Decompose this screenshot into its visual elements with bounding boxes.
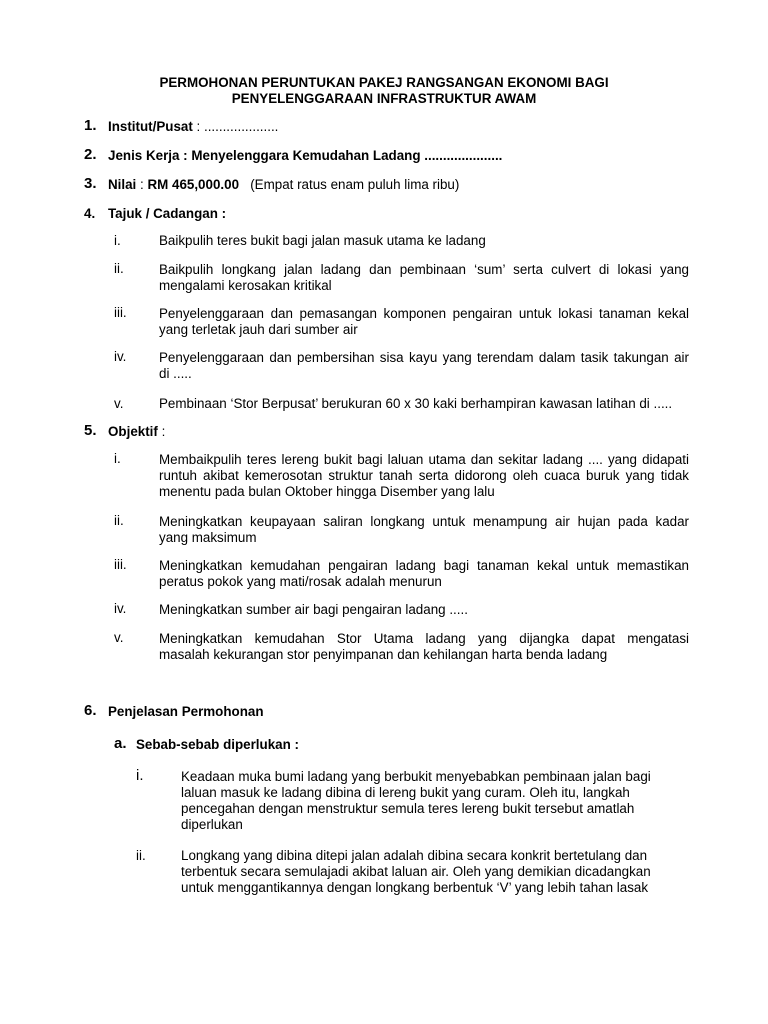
s4-item-5-roman: v. (114, 396, 124, 411)
s5-item-3-text: Meningkatkan kemudahan pengairan ladang bagi tanaman kekal untuk memastikan peratus pokok yang mati/rosak adalah menurun (159, 558, 689, 589)
s4-item-1-text: Baikpulih teres bukit bagi jalan masuk utama ke ladang (159, 233, 486, 248)
s5-item-4-roman: iv. (114, 601, 127, 616)
s4-item-4-text: Penyelenggaraan dan pembersihan sisa kayu yang terendam dalam tasik takungan air di ..... (159, 350, 689, 381)
s6-item-1-text: Keadaan muka bumi ladang yang berbukit menyebabkan pembinaan jalan bagi laluan masuk ke ladang dibina di lereng bukit yang curam. Oleh itu, langkah pencegahan dengan menstruktur semula teres lereng bukit tersebut amatlah diperlukan (181, 769, 651, 832)
document-title-line-2: PENYELENGGARAAN INFRASTRUKTUR AWAM (231, 91, 537, 106)
section-3-number: 3. (84, 175, 97, 192)
section-3-words: (Empat ratus enam puluh lima ribu) (250, 177, 460, 192)
section-3-amount: RM 465,000.00 (147, 177, 240, 192)
section-1-label: Institut/Pusat (108, 119, 193, 134)
section-3-label: Nilai (108, 177, 137, 192)
section-6-label: Penjelasan Permohonan (108, 704, 264, 719)
section-4-label: Tajuk / Cadangan : (108, 206, 227, 221)
section-4-number: 4. (84, 206, 96, 221)
s4-item-4-roman: iv. (114, 349, 127, 364)
section-1-number: 1. (84, 117, 97, 134)
s4-item-2-text: Baikpulih longkang jalan ladang dan pembinaan ‘sum’ serta culvert di lokasi yang mengalami kerosakan kritikal (159, 262, 689, 293)
s6-sub-a-letter: a. (114, 735, 127, 752)
s5-item-5-roman: v. (114, 630, 124, 645)
s5-item-2-roman: ii. (114, 513, 124, 528)
section-6-number: 6. (84, 702, 97, 719)
s6-item-2-text: Longkang yang dibina ditepi jalan adalah dibina secara konkrit bertetulang dan terbentuk secara semulajadi akibat laluan air. Oleh yang demikian dicadangkan untuk menggantikannya dengan longkang berbentuk ‘V’ yang lebih tahan lasak (181, 848, 651, 895)
section-1-value: .................... (203, 119, 279, 134)
section-1-institut: Institut/Pusat : .................... (108, 119, 279, 134)
s5-item-1-text: Membaikpulih teres lereng bukit bagi laluan utama dan sekitar ladang .... yang didapati runtuh akibat kemerosotan struktur tanah serta didorong oleh cuaca buruk yang tidak menentu pada bulan Oktober hingga Disember yang lalu (159, 452, 689, 499)
section-5-number: 5. (84, 422, 97, 439)
section-5-heading: Objektif : (108, 424, 166, 439)
section-5-label: Objektif (108, 424, 158, 439)
s5-item-1-roman: i. (114, 451, 121, 466)
s5-item-3-roman: iii. (114, 557, 127, 572)
s4-item-2-roman: ii. (114, 261, 124, 276)
s5-item-2-text: Meningkatkan keupayaan saliran longkang untuk menampung air hujan pada kadar yang maksimum (159, 514, 689, 545)
s5-item-5-text: Meningkatkan kemudahan Stor Utama ladang yang dijangka dapat mengatasi masalah kekurangan stor penyimpanan dan kehilangan harta benda ladang (159, 631, 689, 662)
s6-item-1-roman: i. (136, 767, 144, 784)
document-title-line-1: PERMOHONAN PERUNTUKAN PAKEJ RANGSANGAN EKONOMI BAGI (159, 75, 609, 90)
section-2-number: 2. (84, 146, 97, 163)
s4-item-3-roman: iii. (114, 305, 127, 320)
s4-item-1-roman: i. (114, 233, 121, 248)
s4-item-3-text: Penyelenggaraan dan pemasangan komponen pengairan untuk lokasi tanaman kekal yang terletak jauh dari sumber air (159, 306, 689, 337)
s6-item-2-roman: ii. (136, 848, 146, 863)
section-2-jenis-kerja: Jenis Kerja : Menyelenggara Kemudahan Ladang ..................... (108, 148, 503, 163)
section-3-nilai: Nilai : RM 465,000.00 (Empat ratus enam puluh lima ribu) (108, 177, 460, 192)
s4-item-5-text: Pembinaan ‘Stor Berpusat’ berukuran 60 x 30 kaki berhampiran kawasan latihan di ..... (159, 396, 673, 411)
s6-sub-a-label: Sebab-sebab diperlukan : (136, 737, 299, 752)
s5-item-4-text: Meningkatkan sumber air bagi pengairan ladang ..... (159, 602, 468, 617)
